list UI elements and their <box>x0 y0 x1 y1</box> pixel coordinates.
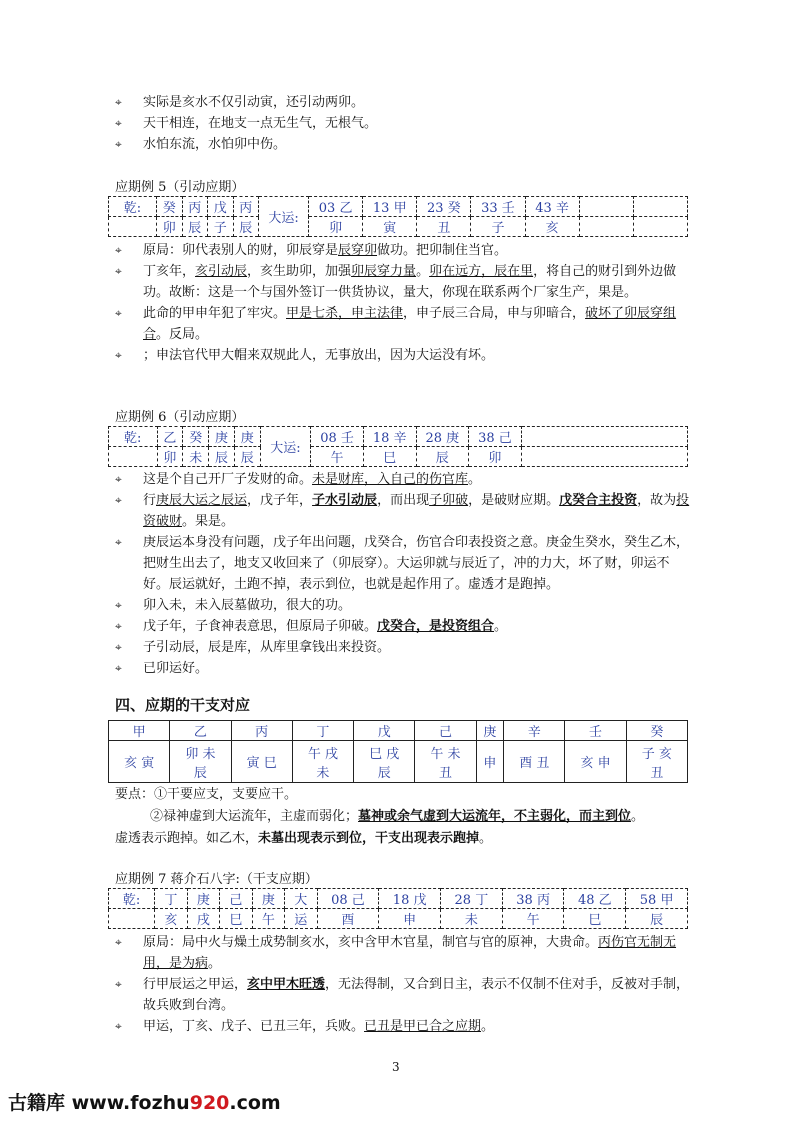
list-item: ⌖ 行甲辰运之甲运，亥中甲木旺透，无法得制，又合到日主，表示不仅制不住对手，反被对手制，故兵败到台湾。 <box>115 974 695 1016</box>
dayun-cell: 辰 <box>416 447 469 467</box>
list-item: ⌖ 此命的甲申年犯了牢灾。甲是七杀，申主法律，申子辰三合局，申与卯暗合，破坏了卯辰穿组合。反局。 <box>115 303 695 345</box>
case5-title: 应期例 5（引动应期） <box>115 180 245 195</box>
branch-list-cell: 申 <box>476 741 504 783</box>
dayun-cell: 申 <box>379 909 441 929</box>
page-number: 3 <box>392 1060 400 1074</box>
stem-cell: 庚 <box>252 889 284 909</box>
bullet-icon: ⌖ <box>115 137 122 151</box>
dayun-cell: 48 乙 <box>564 889 626 909</box>
branch-list-cell: 午 戌 未 <box>292 741 353 783</box>
bullet-icon: ⌖ <box>115 243 122 257</box>
section-title: 四、应期的干支对应 <box>115 696 251 714</box>
bullet-icon: ⌖ <box>115 306 122 320</box>
branch-list-cell: 子 亥 丑 <box>626 741 687 783</box>
case7-list <box>115 932 695 1037</box>
dayun-cell <box>633 197 687 217</box>
stem-header: 丁 <box>292 721 353 741</box>
case7-chart <box>108 888 688 929</box>
bullet-icon: ⌖ <box>115 977 122 991</box>
case7-title: 应期例 7 蒋介石八字:（干支应期） <box>115 872 318 887</box>
dayun-label: 运 <box>285 909 317 929</box>
stem-cell: 己 <box>220 889 252 909</box>
branch-cell: 亥 <box>155 909 187 929</box>
bullet-icon: ⌖ <box>115 619 122 633</box>
bullet-icon: ⌖ <box>115 264 122 278</box>
dayun-cell: 巳 <box>564 909 626 929</box>
list-item: ⌖ 水怕东流，水怕卯中伤。 <box>115 134 695 155</box>
case5-chart <box>108 196 688 237</box>
list-item: ⌖ 子引动辰，辰是库，从库里拿钱出来投资。 <box>115 637 695 658</box>
dayun-label: 大 <box>285 889 317 909</box>
stem-header: 乙 <box>170 721 231 741</box>
note-line: ②禄神虚到大运流年，主虚而弱化；墓神或余气虚到大运流年，不主弱化，而主到位。 <box>150 809 645 824</box>
dayun-cell: 18 辛 <box>363 427 416 447</box>
dayun-cell: 18 戊 <box>379 889 441 909</box>
dayun-cell: 08 壬 <box>311 427 364 447</box>
note-line: 要点：①干要应支，支要应干。 <box>115 787 298 802</box>
dayun-cell: 28 丁 <box>441 889 503 909</box>
branch-list-cell: 亥 寅 <box>109 741 170 783</box>
stem-header: 丙 <box>231 721 292 741</box>
dayun-cell: 38 己 <box>469 427 522 447</box>
bullet-icon: ⌖ <box>115 1019 122 1033</box>
bullet-icon: ⌖ <box>115 661 122 675</box>
stem-cell: 乙 <box>157 427 183 447</box>
dayun-cell <box>521 447 687 467</box>
stem-header: 己 <box>415 721 476 741</box>
dayun-cell: 午 <box>502 909 564 929</box>
stem-cell: 癸 <box>156 197 182 217</box>
branch-list-cell: 亥 申 <box>565 741 626 783</box>
dayun-cell: 未 <box>441 909 503 929</box>
stem-header: 癸 <box>626 721 687 741</box>
stem-cell: 庚 <box>234 427 260 447</box>
dayun-cell: 辰 <box>626 909 688 929</box>
dayun-cell <box>633 217 687 237</box>
stem-cell: 丁 <box>155 889 187 909</box>
bullet-icon: ⌖ <box>115 348 122 362</box>
branch-cell: 卯 <box>156 217 182 237</box>
branch-cell: 戌 <box>187 909 219 929</box>
list-item: ⌖ 甲运，丁亥、戊子、已丑三年，兵败。已丑是甲已合之应期。 <box>115 1016 695 1037</box>
bullet-icon: ⌖ <box>115 598 122 612</box>
branch-list-cell: 寅 巳 <box>231 741 292 783</box>
list-item: ⌖ 天干相连，在地支一点无生气，无根气。 <box>115 113 695 134</box>
stem-header: 戊 <box>354 721 415 741</box>
dayun-cell: 33 壬 <box>471 197 525 217</box>
dayun-cell: 28 庚 <box>416 427 469 447</box>
branch-cell: 辰 <box>234 447 260 467</box>
list-item: ⌖ 已卯运好。 <box>115 658 695 679</box>
dayun-label: 大运: <box>260 427 311 467</box>
stem-cell: 庚 <box>187 889 219 909</box>
branch-cell: 卯 <box>157 447 183 467</box>
gender-label: 乾: <box>109 197 157 217</box>
stem-header: 壬 <box>565 721 626 741</box>
list-item: ⌖ 庚辰运本身没有问题，戊子年出问题，戊癸合，伤官合印表投资之意。庚金生癸水，癸生乙木，把财生出去了，地支又收回来了（卯辰穿）。大运卯就与辰近了，冲的力大，坏了财，卯运不好。辰运就好，土跑不掉，表示到位，也就是起作用了。虚透才是跑掉。 <box>115 532 695 595</box>
case6-list <box>115 469 695 679</box>
dayun-cell: 寅 <box>363 217 417 237</box>
list-item: ⌖ 这是个自己开厂子发财的命。未是财库，入自己的伤官库。 <box>115 469 695 490</box>
list-item: ⌖ 卯入未，未入辰墓做功，很大的功。 <box>115 595 695 616</box>
dayun-cell: 酉 <box>317 909 379 929</box>
stem-cell: 癸 <box>183 427 209 447</box>
list-item: ⌖ 戊子年，子食神表意思，但原局子卯破。戊癸合，是投资组合。 <box>115 616 695 637</box>
dayun-cell <box>579 217 633 237</box>
branch-list-cell: 巳 戌 辰 <box>354 741 415 783</box>
branch-cell: 辰 <box>209 447 235 467</box>
list-item: ⌖ 原局：卯代表别人的财，卯辰穿是辰穿卯做功。把卯制住当官。 <box>115 240 695 261</box>
stem-cell: 丙 <box>182 197 208 217</box>
list-item: ⌖ 丁亥年，亥引动辰，亥生助卯，加强卯辰穿力量。卯在远方，辰在里，将自己的财引到外边做功。故断：这是一个与国外签订一供货协议，量大，你现在联系两个厂家生产，果是。 <box>115 261 695 303</box>
stem-cell: 庚 <box>209 427 235 447</box>
gender-label: 乾: <box>109 889 155 909</box>
bullet-icon: ⌖ <box>115 535 122 549</box>
branch-cell: 辰 <box>233 217 259 237</box>
gender-label: 乾: <box>109 427 158 447</box>
bullet-icon: ⌖ <box>115 493 122 507</box>
note-line: 虚透表示跑掉。如乙木，未墓出现表示到位，干支出现表示跑掉。 <box>115 831 493 846</box>
case6-title: 应期例 6（引动应期） <box>115 410 245 425</box>
bullet-icon: ⌖ <box>115 95 122 109</box>
empty-cell <box>109 217 157 237</box>
branch-cell: 午 <box>252 909 284 929</box>
branch-list-cell: 卯 未 辰 <box>170 741 231 783</box>
dayun-cell: 08 己 <box>317 889 379 909</box>
bullet-icon: ⌖ <box>115 935 122 949</box>
empty-cell <box>109 909 155 929</box>
intro-list <box>115 92 695 155</box>
branch-cell: 未 <box>183 447 209 467</box>
dayun-cell: 子 <box>471 217 525 237</box>
dayun-cell: 巳 <box>363 447 416 467</box>
dayun-cell: 03 乙 <box>309 197 363 217</box>
dayun-cell: 亥 <box>525 217 579 237</box>
case6-chart <box>108 426 688 467</box>
dayun-cell: 23 癸 <box>417 197 471 217</box>
dayun-cell: 38 丙 <box>502 889 564 909</box>
stem-header: 辛 <box>504 721 565 741</box>
bullet-icon: ⌖ <box>115 472 122 486</box>
branch-list-cell: 午 未 丑 <box>415 741 476 783</box>
dayun-cell: 午 <box>311 447 364 467</box>
ganzhi-table <box>108 720 688 783</box>
case5-list <box>115 240 695 366</box>
branch-cell: 巳 <box>220 909 252 929</box>
dayun-cell: 卯 <box>309 217 363 237</box>
stem-header: 庚 <box>476 721 504 741</box>
stem-cell: 戊 <box>208 197 234 217</box>
dayun-cell: 丑 <box>417 217 471 237</box>
bullet-icon: ⌖ <box>115 116 122 130</box>
site-watermark: 古籍库 www.fozhu920.com <box>8 1092 281 1114</box>
dayun-cell: 13 甲 <box>363 197 417 217</box>
branch-list-cell: 酉 丑 <box>504 741 565 783</box>
stem-header: 甲 <box>109 721 170 741</box>
branch-cell: 子 <box>208 217 234 237</box>
list-item: ⌖ ；申法官代甲大帽来双规此人，无事放出，因为大运没有坏。 <box>115 345 695 366</box>
empty-cell <box>109 447 158 467</box>
branch-cell: 辰 <box>182 217 208 237</box>
dayun-cell: 58 甲 <box>626 889 688 909</box>
dayun-cell: 卯 <box>469 447 522 467</box>
stem-cell: 丙 <box>233 197 259 217</box>
dayun-cell: 43 辛 <box>525 197 579 217</box>
bullet-icon: ⌖ <box>115 640 122 654</box>
dayun-label: 大运: <box>259 197 309 237</box>
list-item: ⌖ 实际是亥水不仅引动寅，还引动两卯。 <box>115 92 695 113</box>
dayun-cell <box>521 427 687 447</box>
list-item: ⌖ 行庚辰大运之辰运，戊子年，子水引动辰，而出现子卯破，是破财应期。戊癸合主投资，故为投资破财。果是。 <box>115 490 695 532</box>
list-item: ⌖ 原局：局中火与燥土成势制亥水，亥中含甲木官星，制官与官的原神，大贵命。丙伤官无制无用，是为病。 <box>115 932 695 974</box>
dayun-cell <box>579 197 633 217</box>
